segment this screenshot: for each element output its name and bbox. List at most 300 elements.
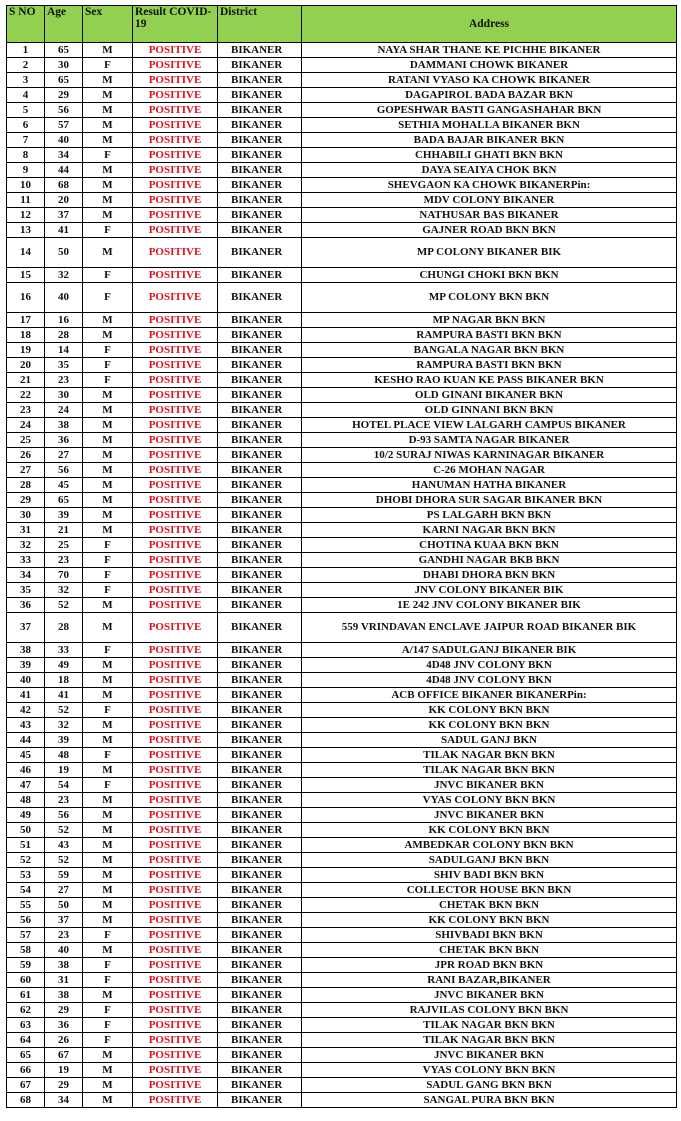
cell-district: BIKANER <box>218 838 302 853</box>
cell-age: 32 <box>45 268 83 283</box>
cell-address: C-26 MOHAN NAGAR <box>302 463 677 478</box>
cell-result: POSITIVE <box>133 343 218 358</box>
cell-district: BIKANER <box>218 478 302 493</box>
cell-sno: 23 <box>7 403 45 418</box>
cell-result: POSITIVE <box>133 448 218 463</box>
cell-district: BIKANER <box>218 973 302 988</box>
table-row <box>7 238 677 268</box>
cell-result: POSITIVE <box>133 178 218 193</box>
cell-sex: M <box>83 88 133 103</box>
cell-age: 56 <box>45 808 83 823</box>
cell-result: POSITIVE <box>133 223 218 238</box>
cell-result: POSITIVE <box>133 943 218 958</box>
cell-sex: M <box>83 133 133 148</box>
cell-sno: 62 <box>7 1003 45 1018</box>
cell-district: BIKANER <box>218 868 302 883</box>
cell-address: GOPESHWAR BASTI GANGASHAHAR BKN <box>302 103 677 118</box>
cell-result: POSITIVE <box>133 508 218 523</box>
cell-result: POSITIVE <box>133 358 218 373</box>
cell-sex: M <box>83 688 133 703</box>
cell-result: POSITIVE <box>133 718 218 733</box>
cell-sno: 13 <box>7 223 45 238</box>
cell-sno: 2 <box>7 58 45 73</box>
cell-age: 50 <box>45 898 83 913</box>
cell-district: BIKANER <box>218 448 302 463</box>
cell-district: BIKANER <box>218 268 302 283</box>
cell-sno: 65 <box>7 1048 45 1063</box>
cell-result: POSITIVE <box>133 403 218 418</box>
cell-district: BIKANER <box>218 58 302 73</box>
cell-sex: M <box>83 1078 133 1093</box>
cell-district: BIKANER <box>218 613 302 643</box>
table-row <box>7 433 677 448</box>
cell-sno: 31 <box>7 523 45 538</box>
cell-district: BIKANER <box>218 73 302 88</box>
cell-age: 52 <box>45 853 83 868</box>
cell-sex: M <box>83 1048 133 1063</box>
cell-result: POSITIVE <box>133 328 218 343</box>
cell-sex: M <box>83 328 133 343</box>
table-row <box>7 1093 677 1108</box>
cell-sex: F <box>83 748 133 763</box>
table-header <box>7 6 677 43</box>
table-row <box>7 1018 677 1033</box>
table-row <box>7 73 677 88</box>
cell-district: BIKANER <box>218 163 302 178</box>
header-row <box>7 6 677 43</box>
cell-sex: M <box>83 943 133 958</box>
cell-address: DAYA SEAIYA CHOK BKN <box>302 163 677 178</box>
cell-age: 18 <box>45 673 83 688</box>
cell-address: HOTEL PLACE VIEW LALGARH CAMPUS BIKANER <box>302 418 677 433</box>
cell-result: POSITIVE <box>133 733 218 748</box>
cell-address: HANUMAN HATHA BIKANER <box>302 478 677 493</box>
table-row <box>7 643 677 658</box>
cell-sno: 28 <box>7 478 45 493</box>
cell-result: POSITIVE <box>133 1093 218 1108</box>
cell-age: 41 <box>45 688 83 703</box>
cell-result: POSITIVE <box>133 148 218 163</box>
cell-sno: 67 <box>7 1078 45 1093</box>
cell-age: 20 <box>45 193 83 208</box>
table-row <box>7 343 677 358</box>
table-row <box>7 418 677 433</box>
header-sno: S NO <box>7 6 45 43</box>
cell-sno: 61 <box>7 988 45 1003</box>
cell-sno: 1 <box>7 43 45 58</box>
table-row <box>7 313 677 328</box>
cell-sno: 11 <box>7 193 45 208</box>
cell-age: 30 <box>45 388 83 403</box>
cell-age: 41 <box>45 223 83 238</box>
cell-address: MP NAGAR BKN BKN <box>302 313 677 328</box>
cell-sex: F <box>83 1003 133 1018</box>
cell-result: POSITIVE <box>133 1078 218 1093</box>
table-row <box>7 118 677 133</box>
cell-sex: F <box>83 778 133 793</box>
cell-district: BIKANER <box>218 403 302 418</box>
cell-sex: M <box>83 103 133 118</box>
cell-result: POSITIVE <box>133 118 218 133</box>
cell-age: 34 <box>45 1093 83 1108</box>
table-row <box>7 1078 677 1093</box>
cell-result: POSITIVE <box>133 643 218 658</box>
cell-district: BIKANER <box>218 853 302 868</box>
cell-district: BIKANER <box>218 1048 302 1063</box>
cell-sex: M <box>83 118 133 133</box>
table-row <box>7 943 677 958</box>
cell-result: POSITIVE <box>133 853 218 868</box>
cell-district: BIKANER <box>218 598 302 613</box>
cell-age: 68 <box>45 178 83 193</box>
cell-sno: 63 <box>7 1018 45 1033</box>
cell-district: BIKANER <box>218 808 302 823</box>
cell-address: RAMPURA BASTI BKN BKN <box>302 358 677 373</box>
cell-result: POSITIVE <box>133 103 218 118</box>
cell-district: BIKANER <box>218 1078 302 1093</box>
cell-sex: M <box>83 508 133 523</box>
table-row <box>7 88 677 103</box>
cell-district: BIKANER <box>218 988 302 1003</box>
cell-result: POSITIVE <box>133 673 218 688</box>
cell-result: POSITIVE <box>133 703 218 718</box>
cell-address: SHIVBADI BKN BKN <box>302 928 677 943</box>
cell-address: VYAS COLONY BKN BKN <box>302 1063 677 1078</box>
header-sex: Sex <box>83 6 133 43</box>
cell-sno: 14 <box>7 238 45 268</box>
cell-address: VYAS COLONY BKN BKN <box>302 793 677 808</box>
cell-address: MDV COLONY BIKANER <box>302 193 677 208</box>
cell-address: DAMMANI CHOWK BIKANER <box>302 58 677 73</box>
cell-address: DAGAPIROL BADA BAZAR BKN <box>302 88 677 103</box>
cell-age: 19 <box>45 763 83 778</box>
cell-district: BIKANER <box>218 283 302 313</box>
cell-sno: 45 <box>7 748 45 763</box>
cell-address: OLD GINANI BIKANER BKN <box>302 388 677 403</box>
cell-result: POSITIVE <box>133 1033 218 1048</box>
cell-address: BADA BAJAR BIKANER BKN <box>302 133 677 148</box>
cell-sex: M <box>83 73 133 88</box>
cell-district: BIKANER <box>218 898 302 913</box>
cell-age: 52 <box>45 703 83 718</box>
cell-sno: 68 <box>7 1093 45 1108</box>
table-row <box>7 898 677 913</box>
cell-district: BIKANER <box>218 328 302 343</box>
cell-result: POSITIVE <box>133 583 218 598</box>
cell-sno: 42 <box>7 703 45 718</box>
cell-age: 28 <box>45 613 83 643</box>
table-row <box>7 328 677 343</box>
table-row <box>7 658 677 673</box>
cell-result: POSITIVE <box>133 883 218 898</box>
table-row <box>7 178 677 193</box>
cell-sex: F <box>83 928 133 943</box>
cell-age: 38 <box>45 988 83 1003</box>
table-row <box>7 478 677 493</box>
cell-sex: F <box>83 358 133 373</box>
cell-district: BIKANER <box>218 103 302 118</box>
cell-age: 40 <box>45 943 83 958</box>
cell-address: JNV COLONY BIKANER BIK <box>302 583 677 598</box>
cell-age: 25 <box>45 538 83 553</box>
cell-sno: 10 <box>7 178 45 193</box>
cell-result: POSITIVE <box>133 1063 218 1078</box>
table-row <box>7 163 677 178</box>
cell-result: POSITIVE <box>133 238 218 268</box>
table-row <box>7 1033 677 1048</box>
cell-district: BIKANER <box>218 388 302 403</box>
cell-address: MP COLONY BIKANER BIK <box>302 238 677 268</box>
cell-sno: 15 <box>7 268 45 283</box>
cell-age: 49 <box>45 658 83 673</box>
table-row <box>7 223 677 238</box>
cell-sno: 29 <box>7 493 45 508</box>
table-row <box>7 553 677 568</box>
cell-result: POSITIVE <box>133 988 218 1003</box>
cell-address: RAJVILAS COLONY BKN BKN <box>302 1003 677 1018</box>
covid-patients-table <box>6 5 677 1108</box>
cell-address: SHEVGAON KA CHOWK BIKANERPin: <box>302 178 677 193</box>
cell-age: 65 <box>45 43 83 58</box>
cell-address: CHETAK BKN BKN <box>302 943 677 958</box>
cell-age: 65 <box>45 493 83 508</box>
table-row <box>7 283 677 313</box>
cell-address: PS LALGARH BKN BKN <box>302 508 677 523</box>
cell-sno: 18 <box>7 328 45 343</box>
table-row <box>7 103 677 118</box>
cell-sno: 9 <box>7 163 45 178</box>
cell-result: POSITIVE <box>133 898 218 913</box>
cell-sex: M <box>83 823 133 838</box>
cell-result: POSITIVE <box>133 1048 218 1063</box>
cell-address: JNVC BIKANER BKN <box>302 778 677 793</box>
cell-sex: M <box>83 388 133 403</box>
cell-district: BIKANER <box>218 373 302 388</box>
cell-age: 40 <box>45 133 83 148</box>
cell-age: 31 <box>45 973 83 988</box>
cell-sex: M <box>83 913 133 928</box>
table-row <box>7 928 677 943</box>
cell-sex: F <box>83 343 133 358</box>
cell-address: SADUL GANG BKN BKN <box>302 1078 677 1093</box>
cell-sno: 20 <box>7 358 45 373</box>
cell-address: NAYA SHAR THANE KE PICHHE BIKANER <box>302 43 677 58</box>
table-row <box>7 538 677 553</box>
cell-sno: 58 <box>7 943 45 958</box>
cell-district: BIKANER <box>218 433 302 448</box>
cell-sex: M <box>83 763 133 778</box>
cell-sno: 4 <box>7 88 45 103</box>
table-row <box>7 868 677 883</box>
cell-address: KK COLONY BKN BKN <box>302 718 677 733</box>
cell-address: SADUL GANJ BKN <box>302 733 677 748</box>
cell-address: JPR ROAD BKN BKN <box>302 958 677 973</box>
cell-sno: 22 <box>7 388 45 403</box>
cell-sno: 46 <box>7 763 45 778</box>
cell-sno: 7 <box>7 133 45 148</box>
cell-result: POSITIVE <box>133 823 218 838</box>
cell-age: 38 <box>45 418 83 433</box>
cell-sex: M <box>83 673 133 688</box>
cell-age: 56 <box>45 463 83 478</box>
cell-result: POSITIVE <box>133 283 218 313</box>
cell-age: 27 <box>45 883 83 898</box>
cell-sno: 47 <box>7 778 45 793</box>
table-row <box>7 613 677 643</box>
cell-sno: 34 <box>7 568 45 583</box>
cell-address: TILAK NAGAR BKN BKN <box>302 1033 677 1048</box>
cell-result: POSITIVE <box>133 88 218 103</box>
cell-address: GANDHI NAGAR BKB BKN <box>302 553 677 568</box>
cell-sno: 5 <box>7 103 45 118</box>
cell-address: KK COLONY BKN BKN <box>302 703 677 718</box>
cell-result: POSITIVE <box>133 73 218 88</box>
cell-result: POSITIVE <box>133 913 218 928</box>
cell-age: 57 <box>45 118 83 133</box>
table-row <box>7 748 677 763</box>
cell-sno: 12 <box>7 208 45 223</box>
cell-address: TILAK NAGAR BKN BKN <box>302 763 677 778</box>
cell-sex: M <box>83 523 133 538</box>
cell-district: BIKANER <box>218 568 302 583</box>
cell-sex: M <box>83 898 133 913</box>
cell-sex: F <box>83 703 133 718</box>
cell-result: POSITIVE <box>133 793 218 808</box>
cell-address: 4D48 JNV COLONY BKN <box>302 673 677 688</box>
cell-result: POSITIVE <box>133 748 218 763</box>
cell-result: POSITIVE <box>133 388 218 403</box>
cell-age: 27 <box>45 448 83 463</box>
cell-district: BIKANER <box>218 1033 302 1048</box>
cell-sex: M <box>83 838 133 853</box>
cell-age: 48 <box>45 748 83 763</box>
cell-result: POSITIVE <box>133 193 218 208</box>
cell-result: POSITIVE <box>133 538 218 553</box>
cell-address: CHOTINA KUAA BKN BKN <box>302 538 677 553</box>
cell-age: 26 <box>45 1033 83 1048</box>
table-row <box>7 58 677 73</box>
cell-district: BIKANER <box>218 688 302 703</box>
table-row <box>7 1063 677 1078</box>
cell-address: TILAK NAGAR BKN BKN <box>302 748 677 763</box>
table-row <box>7 823 677 838</box>
table-row <box>7 913 677 928</box>
cell-district: BIKANER <box>218 658 302 673</box>
table-row <box>7 853 677 868</box>
cell-sno: 30 <box>7 508 45 523</box>
cell-district: BIKANER <box>218 928 302 943</box>
table-row <box>7 703 677 718</box>
cell-age: 52 <box>45 823 83 838</box>
cell-sno: 57 <box>7 928 45 943</box>
cell-district: BIKANER <box>218 118 302 133</box>
cell-sno: 51 <box>7 838 45 853</box>
table-row <box>7 403 677 418</box>
cell-age: 39 <box>45 508 83 523</box>
cell-sno: 26 <box>7 448 45 463</box>
table-row <box>7 688 677 703</box>
table-row <box>7 793 677 808</box>
cell-address: JNVC BIKANER BKN <box>302 1048 677 1063</box>
cell-sex: M <box>83 808 133 823</box>
cell-sex: M <box>83 313 133 328</box>
cell-result: POSITIVE <box>133 958 218 973</box>
cell-address: NATHUSAR BAS BIKANER <box>302 208 677 223</box>
cell-district: BIKANER <box>218 133 302 148</box>
cell-sex: F <box>83 973 133 988</box>
cell-district: BIKANER <box>218 238 302 268</box>
table-row <box>7 208 677 223</box>
cell-age: 21 <box>45 523 83 538</box>
cell-sex: M <box>83 718 133 733</box>
cell-address: SADULGANJ BKN BKN <box>302 853 677 868</box>
cell-district: BIKANER <box>218 178 302 193</box>
cell-district: BIKANER <box>218 883 302 898</box>
cell-address: CHETAK BKN BKN <box>302 898 677 913</box>
cell-sno: 33 <box>7 553 45 568</box>
cell-result: POSITIVE <box>133 493 218 508</box>
table-row <box>7 358 677 373</box>
cell-sno: 40 <box>7 673 45 688</box>
cell-sno: 27 <box>7 463 45 478</box>
cell-sno: 8 <box>7 148 45 163</box>
cell-address: OLD GINNANI BKN BKN <box>302 403 677 418</box>
cell-result: POSITIVE <box>133 973 218 988</box>
cell-sno: 39 <box>7 658 45 673</box>
table-row <box>7 1003 677 1018</box>
cell-age: 52 <box>45 598 83 613</box>
cell-address: BANGALA NAGAR BKN BKN <box>302 343 677 358</box>
cell-sex: M <box>83 433 133 448</box>
cell-age: 36 <box>45 433 83 448</box>
cell-sno: 43 <box>7 718 45 733</box>
cell-district: BIKANER <box>218 508 302 523</box>
cell-sno: 6 <box>7 118 45 133</box>
cell-age: 29 <box>45 1078 83 1093</box>
cell-sex: F <box>83 1018 133 1033</box>
cell-district: BIKANER <box>218 493 302 508</box>
cell-sno: 37 <box>7 613 45 643</box>
cell-sno: 21 <box>7 373 45 388</box>
cell-result: POSITIVE <box>133 613 218 643</box>
cell-district: BIKANER <box>218 673 302 688</box>
cell-address: 1E 242 JNV COLONY BIKANER BIK <box>302 598 677 613</box>
cell-age: 29 <box>45 88 83 103</box>
cell-age: 23 <box>45 928 83 943</box>
cell-result: POSITIVE <box>133 373 218 388</box>
cell-address: DHABI DHORA BKN BKN <box>302 568 677 583</box>
cell-age: 43 <box>45 838 83 853</box>
table-row <box>7 958 677 973</box>
cell-sno: 41 <box>7 688 45 703</box>
cell-address: JNVC BIKANER BKN <box>302 988 677 1003</box>
cell-sex: M <box>83 43 133 58</box>
table-row <box>7 583 677 598</box>
cell-age: 56 <box>45 103 83 118</box>
table-row <box>7 883 677 898</box>
cell-result: POSITIVE <box>133 208 218 223</box>
cell-sno: 35 <box>7 583 45 598</box>
cell-address: KK COLONY BKN BKN <box>302 913 677 928</box>
cell-district: BIKANER <box>218 343 302 358</box>
table-row <box>7 493 677 508</box>
cell-district: BIKANER <box>218 1003 302 1018</box>
table-body <box>7 43 677 1108</box>
table-row <box>7 763 677 778</box>
cell-age: 34 <box>45 148 83 163</box>
cell-district: BIKANER <box>218 823 302 838</box>
table-row <box>7 373 677 388</box>
